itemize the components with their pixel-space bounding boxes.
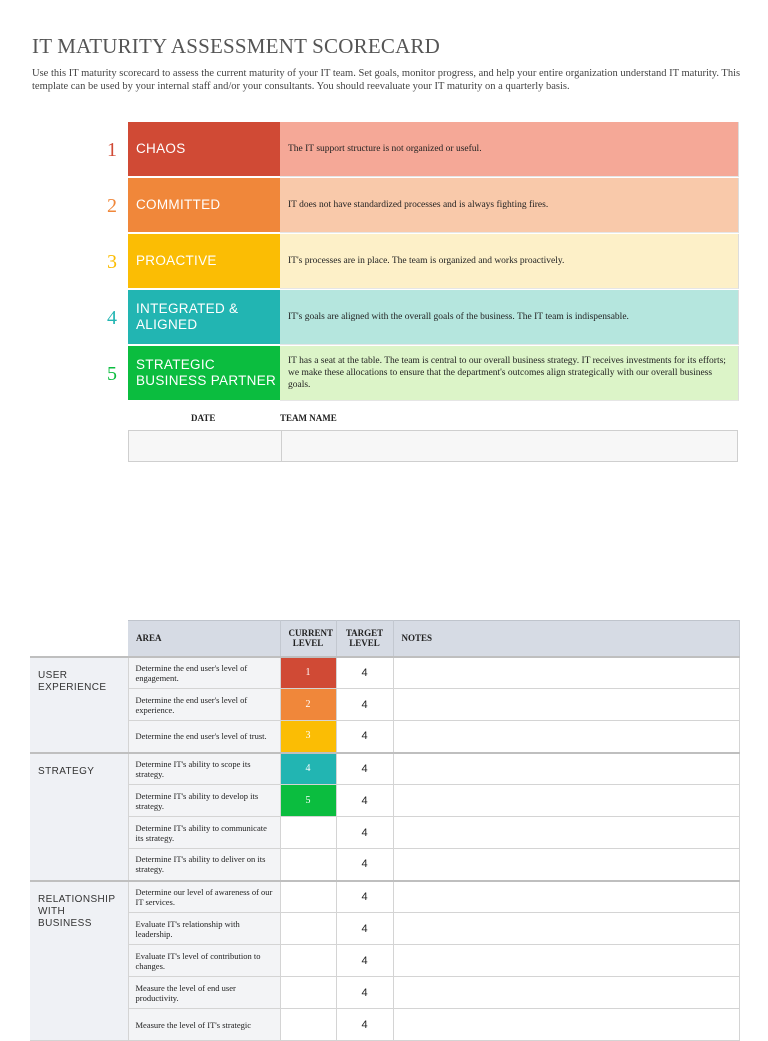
current-level-cell[interactable] <box>280 977 336 1009</box>
current-level-cell[interactable] <box>280 913 336 945</box>
level-name: COMMITTED <box>128 178 280 233</box>
target-level-cell[interactable]: 4 <box>336 945 393 977</box>
level-description: The IT support structure is not organized or useful. <box>280 122 739 177</box>
target-level-cell[interactable]: 4 <box>336 881 393 913</box>
level-row <box>96 290 739 346</box>
current-level-cell[interactable] <box>280 881 336 913</box>
header-current-level: CURRENT LEVEL <box>280 621 336 657</box>
area-group-label: RELATIONSHIP WITH BUSINESS <box>30 881 128 1041</box>
notes-cell[interactable] <box>393 945 739 977</box>
table-row <box>30 721 739 753</box>
area-item: Measure the level of end user productivity. <box>128 977 280 1009</box>
level-description: IT's processes are in place. The team is organized and works proactively. <box>280 234 739 289</box>
current-level-cell[interactable] <box>280 849 336 881</box>
notes-cell[interactable] <box>393 881 739 913</box>
notes-cell[interactable] <box>393 785 739 817</box>
notes-cell[interactable] <box>393 913 739 945</box>
notes-cell[interactable] <box>393 849 739 881</box>
level-name: STRATEGIC BUSINESS PARTNER <box>128 346 280 401</box>
table-row <box>30 849 739 881</box>
scorecard-table <box>30 620 740 1041</box>
date-label: DATE <box>191 413 216 423</box>
notes-cell[interactable] <box>393 753 739 785</box>
table-row <box>30 753 739 785</box>
table-row <box>30 1009 739 1041</box>
level-row <box>96 234 739 290</box>
notes-cell[interactable] <box>393 657 739 689</box>
level-number: 2 <box>107 194 117 217</box>
target-level-cell[interactable]: 4 <box>336 977 393 1009</box>
table-row <box>30 689 739 721</box>
date-team-entry-row <box>128 430 738 462</box>
team-name-field[interactable] <box>282 431 737 461</box>
maturity-levels-legend <box>96 122 739 402</box>
level-name: PROACTIVE <box>128 234 280 289</box>
level-description: IT has a seat at the table. The team is central to our overall business strategy. IT receives investments for its efforts; we make these allocations to ensure that the department's outcomes align strategically with our overall business goals. <box>280 346 739 401</box>
area-group-label: USER EXPERIENCE <box>30 657 128 753</box>
target-level-cell[interactable]: 4 <box>336 817 393 849</box>
page-title: IT MATURITY ASSESSMENT SCORECARD <box>32 34 441 58</box>
notes-cell[interactable] <box>393 817 739 849</box>
table-row <box>30 785 739 817</box>
notes-cell[interactable] <box>393 1009 739 1041</box>
level-row <box>96 122 739 178</box>
area-item: Determine the end user's level of engagement. <box>128 657 280 689</box>
area-item: Determine our level of awareness of our IT services. <box>128 881 280 913</box>
target-level-cell[interactable]: 4 <box>336 785 393 817</box>
intro-text: Use this IT maturity scorecard to assess the current maturity of your IT team. Set goals, monitor progress, and help your entire organization understand IT maturity. This template can be used by your internal staff and/or your consultants. You should reevaluate your IT maturity on a quarterly basis. <box>32 68 741 92</box>
level-row <box>96 178 739 234</box>
target-level-cell[interactable]: 4 <box>336 849 393 881</box>
target-level-cell[interactable]: 4 <box>336 753 393 785</box>
level-name: INTEGRATED & ALIGNED <box>128 290 280 345</box>
target-level-cell[interactable]: 4 <box>336 689 393 721</box>
level-name: CHAOS <box>128 122 280 177</box>
area-item: Measure the level of IT's strategic <box>128 1009 280 1041</box>
area-item: Determine IT's ability to deliver on its strategy. <box>128 849 280 881</box>
area-item: Determine IT's ability to scope its strategy. <box>128 753 280 785</box>
target-level-cell[interactable]: 4 <box>336 1009 393 1041</box>
table-row <box>30 817 739 849</box>
table-row <box>30 881 739 913</box>
target-level-cell[interactable]: 4 <box>336 657 393 689</box>
area-group-label: STRATEGY <box>30 753 128 881</box>
area-item: Determine the end user's level of experience. <box>128 689 280 721</box>
level-description: IT does not have standardized processes and is always fighting fires. <box>280 178 739 233</box>
area-item: Evaluate IT's relationship with leadership. <box>128 913 280 945</box>
area-item: Determine the end user's level of trust. <box>128 721 280 753</box>
target-level-cell[interactable]: 4 <box>336 721 393 753</box>
date-team-labels <box>128 413 739 427</box>
date-field[interactable] <box>129 431 282 461</box>
level-number: 1 <box>107 138 117 161</box>
team-name-label: TEAM NAME <box>280 413 337 423</box>
level-number: 5 <box>107 362 117 385</box>
level-description: IT's goals are aligned with the overall goals of the business. The IT team is indispensable. <box>280 290 739 345</box>
notes-cell[interactable] <box>393 721 739 753</box>
level-number: 4 <box>107 306 117 329</box>
header-area: AREA <box>128 621 280 657</box>
target-level-cell[interactable]: 4 <box>336 913 393 945</box>
current-level-cell[interactable]: 1 <box>280 657 336 689</box>
current-level-cell[interactable]: 4 <box>280 753 336 785</box>
level-number: 3 <box>107 250 117 273</box>
area-item: Determine IT's ability to develop its strategy. <box>128 785 280 817</box>
current-level-cell[interactable]: 2 <box>280 689 336 721</box>
header-target-level: TARGET LEVEL <box>336 621 393 657</box>
level-row <box>96 346 739 402</box>
notes-cell[interactable] <box>393 977 739 1009</box>
header-notes: NOTES <box>393 621 739 657</box>
current-level-cell[interactable]: 5 <box>280 785 336 817</box>
current-level-cell[interactable] <box>280 1009 336 1041</box>
table-row <box>30 945 739 977</box>
table-row <box>30 657 739 689</box>
current-level-cell[interactable]: 3 <box>280 721 336 753</box>
area-item: Determine IT's ability to communicate its strategy. <box>128 817 280 849</box>
current-level-cell[interactable] <box>280 945 336 977</box>
header-blank <box>30 621 128 657</box>
table-header-row <box>30 621 739 657</box>
current-level-cell[interactable] <box>280 817 336 849</box>
table-row <box>30 913 739 945</box>
notes-cell[interactable] <box>393 689 739 721</box>
area-item: Evaluate IT's level of contribution to changes. <box>128 945 280 977</box>
table-row <box>30 977 739 1009</box>
